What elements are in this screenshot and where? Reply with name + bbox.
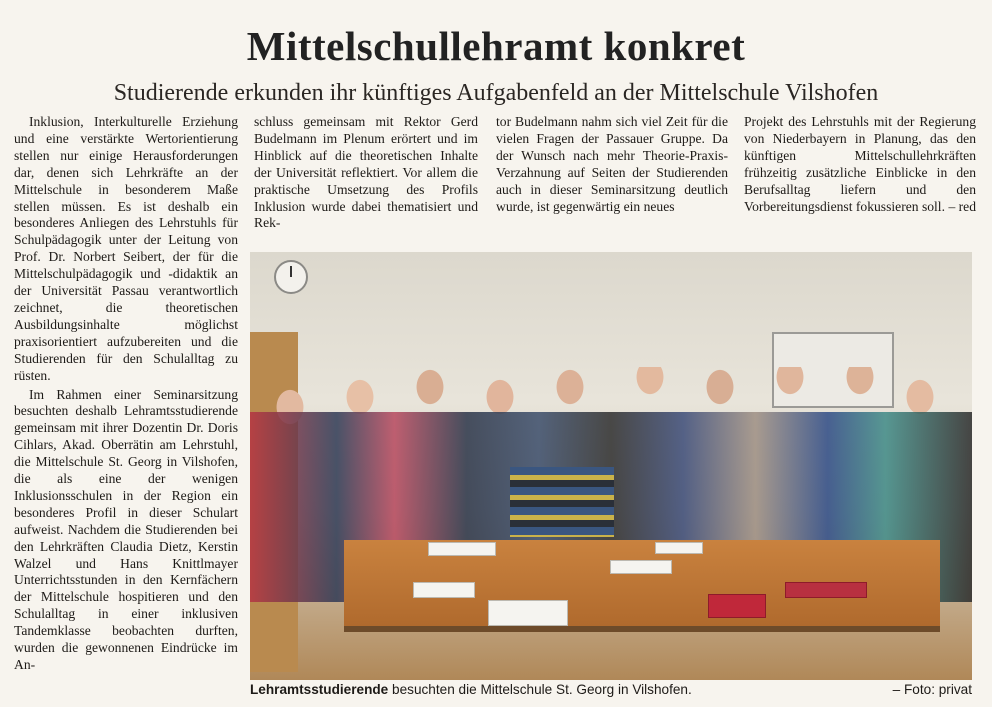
caption-text: besuchten die Mittelschule St. Georg in Vilshofen. [388,682,692,697]
striped-sweater [510,467,614,537]
article-column-1 [14,114,238,674]
author-signature: – red [948,198,976,214]
subheadline: Studierende erkunden ihr künftiges Aufgabenfeld an der Mittelschule Vilshofen [113,80,879,106]
paper-sheet [610,560,672,574]
paragraph: schluss gemeinsam mit Rektor Gerd Budelmann im Plenum erörtert und im Hinblick auf die theoretischen Inhalte der Universität reflektiert. Vor allem die praktische Umsetzung des Profils Inklusion wurde dabei thematisiert und Rek- [254,114,478,231]
paragraph-text: Projekt des Lehrstuhls mit der Regierung von Niederbayern in Planung, das den künftigen Mittelschullehrkräften frühzeitig zusätzliche Einblicke in den Berufsalltag liefern und den Vorbereitungsdienst fokussieren soll. [744,114,976,214]
paper-sheet [413,582,475,598]
paper-sheet [488,600,568,626]
red-folder [785,582,867,598]
photo-credit: – Foto: privat [892,682,972,697]
paper-sheet [655,542,703,554]
paragraph: Inklusion, Interkulturelle Erziehung und eine verstärkte Wertorientierung stellen nur einige Herausforderungen dar, denen sich Lehrkräfte an der Mittelschule in besonderem Maße stellen müssen. Es ist deshalb ein besonderes Anliegen des Lehrstuhls für Schulpädagogik unter der Leitung von Prof. Dr. Norbert Seibert, der für die Mittelschulpädagogik und -didaktik an der Universität Passau verantwortlich zeichnet, die theoretischen Ausbildungsinhalte möglichst praxisorientiert aufzubereiten und die Studierenden für den Schulalltag zu rüsten. [14,114,238,383]
red-folder [708,594,766,618]
paragraph: tor Budelmann nahm sich viel Zeit für die vielen Fragen der Passauer Gruppe. Da der Wunsch nach mehr Theorie-Praxis-Verzahnung auf Seiten der Studierenden auch in dieser Seminarsitzung deutlich wurde, ist gegenwärtig ein neues [496,114,728,214]
group-photo [250,252,972,680]
paragraph: Im Rahmen einer Seminarsitzung besuchten deshalb Lehramtsstudierende gemeinsam mit ihrer Dozentin Dr. Doris Cihlars, Akad. Oberrätin am Lehrstuhl, die Mittelschule St. Georg in Vilshofen, die als eine der wenigen Inklusionsschulen in der Region ein besonderes Profil in dieser Schulart aufweist. Nachdem die Studierenden bei den Lehrkräften Claudia Dietz, Kerstin Walzel und Hans Knittlmayer Unterrichtsstunden in den Kernfächern der Mittelschule hospitieren und den Schulalltag in einer inklusiven Tandemklasse beobachten durften, wurden die gewonnenen Eindrücke im An- [14,386,238,672]
headline: Mittelschullehramt konkret [246,23,746,69]
article-column-2 [254,114,478,232]
paper-sheet [428,542,496,556]
paragraph [744,114,976,215]
caption-bold: Lehramtsstudierende [250,682,389,697]
clock-icon [274,260,308,294]
article-column-4 [744,114,976,215]
article-column-3 [496,114,728,215]
photo-caption [250,682,972,697]
